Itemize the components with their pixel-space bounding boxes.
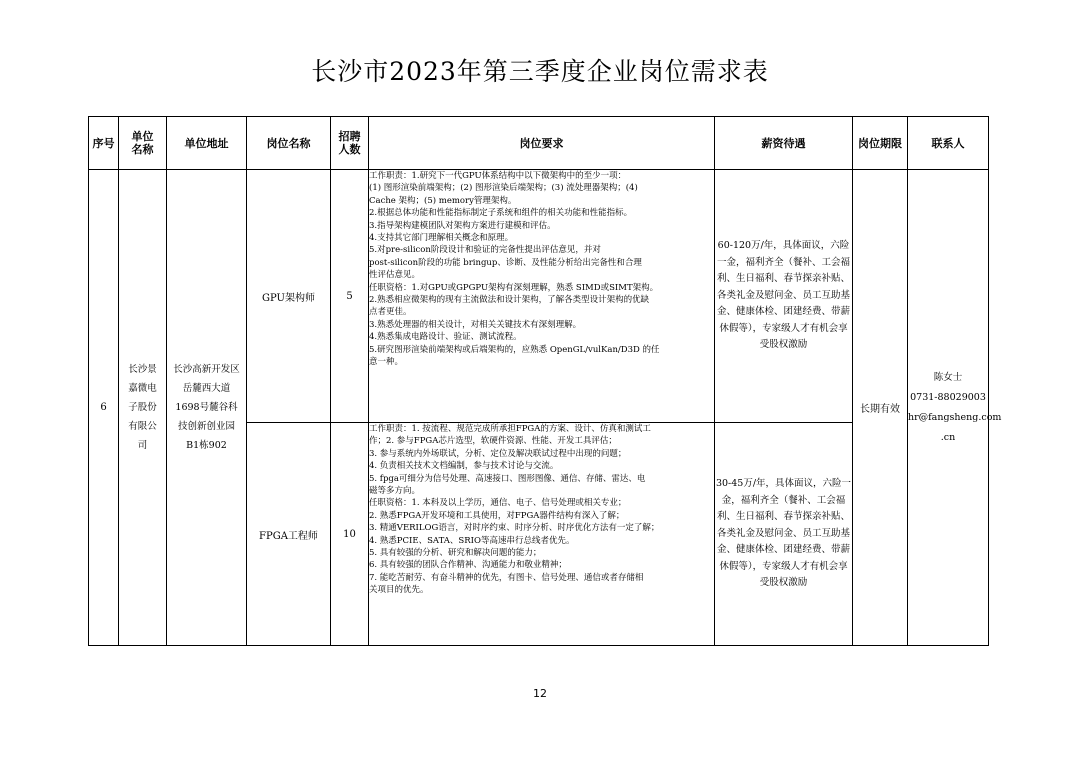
requirement-line: 4.熟悉集成电路设计、验证、测试流程。 xyxy=(369,332,522,343)
unit-name-line: 有限公 xyxy=(128,421,157,432)
unit-name-line: 长沙景 xyxy=(128,364,157,375)
unit-name-line: 嘉微电 xyxy=(128,383,157,394)
requirement-line: Cache 架构；(5) memory管理架构。 xyxy=(369,195,517,206)
requirement-line: 磁等多方向。 xyxy=(369,486,421,497)
cell-headcount-gpu: 5 xyxy=(331,170,369,423)
requirement-line: 3. 参与系统内外场联试，分析、定位及解决联试过程中出现的问题； xyxy=(369,448,627,459)
requirement-line: 3.熟悉处理器的相关设计，对相关关键技术有深刻理解。 xyxy=(369,319,582,330)
contact-phone: 0731-88029003 xyxy=(910,391,986,403)
address-line: 技创新创业园 xyxy=(177,421,235,432)
address-line: 长沙高新开发区 xyxy=(173,364,240,375)
header-row xyxy=(89,117,989,170)
header-headcount xyxy=(331,117,369,170)
requirement-line: 任职资格：1.对GPU或GPGPU架构有深刻理解，熟悉 SIMD或SIMT架构。 xyxy=(369,282,659,293)
job-demand-table xyxy=(88,116,1002,646)
unit-name-line: 子股份 xyxy=(128,402,157,413)
header-position: 岗位名称 xyxy=(247,117,331,170)
requirement-line: 关项目的优先。 xyxy=(369,585,429,596)
header-address: 单位地址 xyxy=(167,117,247,170)
address-line: 岳麓西大道 xyxy=(182,383,231,394)
requirement-line: 4.支持其它部门理解相关概念和原理。 xyxy=(369,233,514,244)
requirement-line: 2. 熟悉FPGA开发环境和工具使用，对FPGA器件结构有深入了解； xyxy=(369,510,625,521)
header-headcount-line2: 人数 xyxy=(338,143,361,156)
requirement-line: 5. 具有较强的分析、研究和解决问题的能力； xyxy=(369,548,542,559)
requirement-line: 5.对pre-silicon阶段设计和验证的完备性提出评估意见，并对 xyxy=(369,245,601,256)
cell-period: 长期有效 xyxy=(853,170,908,646)
header-period: 岗位期限 xyxy=(853,117,908,170)
header-seq: 序号 xyxy=(89,117,119,170)
cell-requirements-gpu xyxy=(369,170,715,423)
requirement-line: 2.根据总体功能和性能指标制定子系统和组件的相关功能和性能指标。 xyxy=(369,208,633,219)
address-line: B1栋902 xyxy=(186,440,227,451)
header-unit-name-line1: 单位 xyxy=(131,130,154,143)
requirement-line: 任职资格：1. 本科及以上学历，通信、电子、信号处理或相关专业； xyxy=(369,498,627,509)
cell-salary-gpu: 60-120万/年，具体面议，六险一金，福利齐全（餐补、工会福利、生日福利、春节探亲补贴、各类礼金及慰问金、员工互助基金、健康体检、团建经费、带薪休假等），专家级人才有机会享受股权激励 xyxy=(715,170,853,423)
cell-position-gpu: GPU架构师 xyxy=(247,170,331,423)
requirement-line: 意一种。 xyxy=(369,357,404,368)
header-headcount-line1: 招聘 xyxy=(338,130,361,143)
cell-address xyxy=(167,170,247,646)
requirement-line: 工作职责：1.研究下一代GPU体系结构中以下微架构中的至少一项： xyxy=(369,171,627,181)
requirement-line: 7. 能吃苦耐劳、有奋斗精神的优先，有图卡、信号处理、通信或者存储相 xyxy=(369,572,644,583)
cell-position-fpga: FPGA工程师 xyxy=(247,423,331,646)
page-number: 12 xyxy=(533,687,547,700)
cell-salary-fpga: 30-45万/年，具体面议，六险一金，福利齐全（餐补、工会福利、生日福利、春节探亲补贴、各类礼金及慰问金、员工互助基金、健康体检、团建经费、带薪休假等），专家级人才有机会享受股权激励 xyxy=(715,423,853,646)
requirement-line: 2.熟悉相应微架构的现有主流做法和设计架构，了解各类型设计架构的优缺 xyxy=(369,295,650,306)
cell-unit-name xyxy=(119,170,167,646)
header-unit-name-line2: 名称 xyxy=(131,143,154,156)
requirement-line: 工作职责：1. 按流程、规范完成所承担FPGA的方案、设计、仿真和测试工 xyxy=(369,424,651,434)
contact-email-line2: .cn xyxy=(940,431,956,443)
unit-name-line: 司 xyxy=(137,440,148,451)
requirement-line: 点者更佳。 xyxy=(369,307,412,318)
cell-seq: 6 xyxy=(89,170,119,646)
requirement-line: 5.研究图形渲染前端架构或后端架构的，应熟悉 OpenGL/vulKan/D3D 的任 xyxy=(369,344,660,355)
contact-email-line1: hr@fangsheng.com xyxy=(908,411,1002,423)
requirement-line: 性评估意见。 xyxy=(369,270,421,281)
header-requirements: 岗位要求 xyxy=(369,117,715,170)
requirement-line: 4. 负责相关技术文档编制，参与技术讨论与交流。 xyxy=(369,461,559,472)
cell-contact xyxy=(908,170,1002,646)
cell-headcount-fpga: 10 xyxy=(331,423,369,646)
contact-name: 陈女士 xyxy=(933,371,963,383)
requirement-line: 3.指导架构建模团队对架构方案进行建模和评估。 xyxy=(369,220,556,231)
requirement-line: 4. 熟悉PCIE、SATA、SRIO等高速串行总线者优先。 xyxy=(369,535,575,546)
requirement-line: 作；2. 参与FPGA芯片选型，软硬件资源、性能、开发工具评估； xyxy=(369,436,617,447)
header-salary: 薪资待遇 xyxy=(715,117,853,170)
table-row xyxy=(89,170,989,423)
requirement-line: 3. 精通VERILOG语言，对时序约束、时序分析、时序优化方法有一定了解； xyxy=(369,523,660,534)
page-title: 长沙市2023年第三季度企业岗位需求表 xyxy=(311,57,769,86)
requirement-line: post-silicon阶段的功能 bringup、诊断、及性能分析给出完备性和合理 xyxy=(369,257,642,268)
header-contact: 联系人 xyxy=(908,117,989,170)
header-unit-name xyxy=(119,117,167,170)
cell-requirements-fpga xyxy=(369,423,715,646)
address-line: 1698号麓谷科 xyxy=(175,402,238,413)
requirement-line: (1) 图形渲染前端架构；(2) 图形渲染后端架构；(3) 流处理器架构；(4) xyxy=(369,183,638,194)
requirement-line: 6. 具有较强的团队合作精神、沟通能力和敬业精神； xyxy=(369,560,567,571)
requirement-line: 5. fpga可细分为信号处理、高速接口、图形图像、通信、存储、雷达、电 xyxy=(369,473,646,484)
